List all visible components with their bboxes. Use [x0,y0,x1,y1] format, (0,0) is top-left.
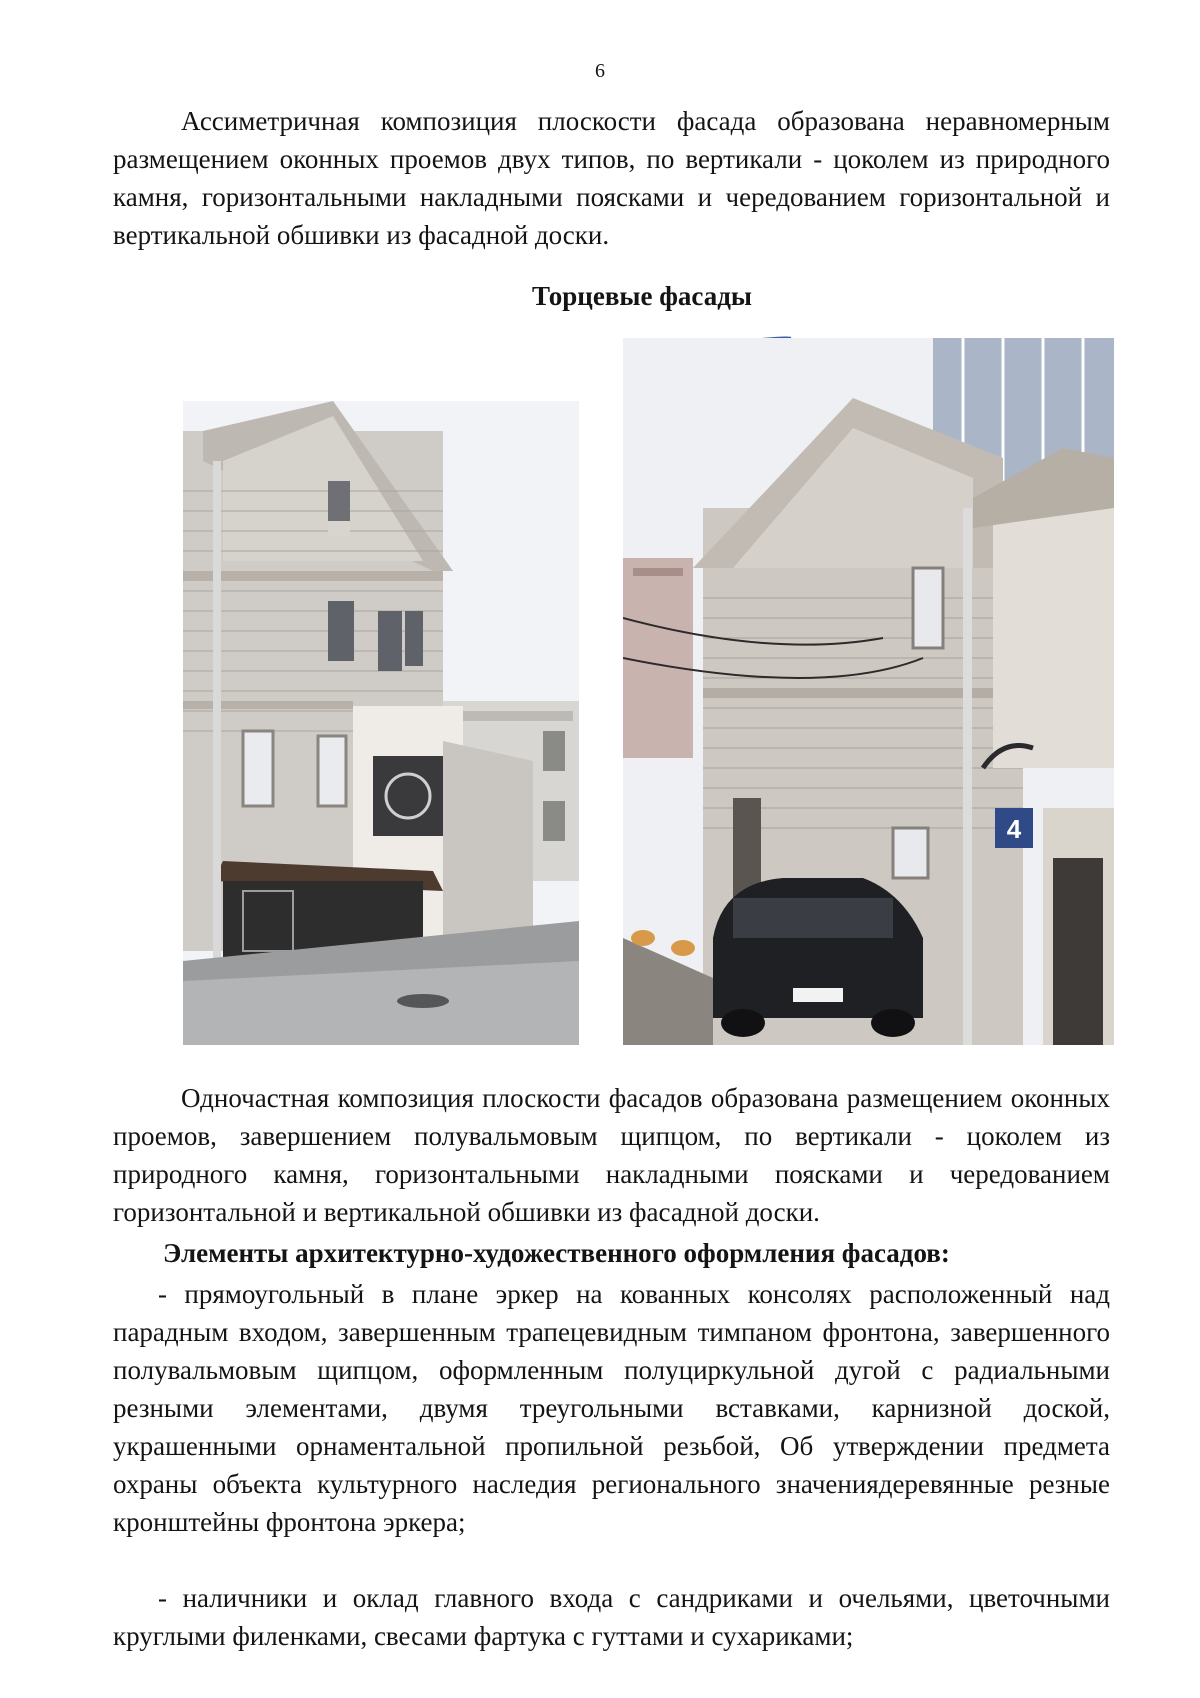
photo-end-facade-right [623,338,1114,1045]
heading-architectural-elements: Элементы архитектурно-художественного оформления фасадов: [163,1238,950,1268]
paragraph-facade-composition: Ассиметричная композиция плоскости фасада образована неравномерным размещением оконных проемов двух типов, по вертикали - цоколем из природного камня, горизонтальными накладными поясками и чередованием горизонтальной и вертикальной обшивки из фасадной доски. [113,106,1110,250]
heading-end-facades: Торцевые фасады [532,281,752,311]
list-item-window-trims: - наличники и оклад главного входа с сандриками и очельями, цветочными круглыми филенками, свесами фартука с гуттами и сухариками; [113,1583,1110,1651]
list-item-erker: - прямоугольный в плане эркер на кованных консолях расположенный над парадным входом, завершенным трапецевидным тимпаном фронтона, завершенного полувальмовым щипцом, оформленным полуциркульной дугой с радиальными резными элементами, двумя треугольными вставками, карнизной доской, украшенными орнаментальной пропильной резьбой, Об утверждении предмета охраны объекта культурного наследия регионального значениядеревянные резные кронштейны фронтона эркера; [113,1279,1110,1537]
house-number-plate: 4 [1006,814,1022,844]
photo-end-facade-left [183,401,579,1045]
paragraph-single-part-composition: Одночастная композиция плоскости фасадов образована размещением оконных проемов, завершением полувальмовым щипцом, по вертикали - цоколем из природного камня, горизонтальными накладными поясками и чередованием горизонтальной и вертикальной обшивки из фасадной доски. [113,1083,1110,1227]
page-number: 6 [595,60,605,82]
